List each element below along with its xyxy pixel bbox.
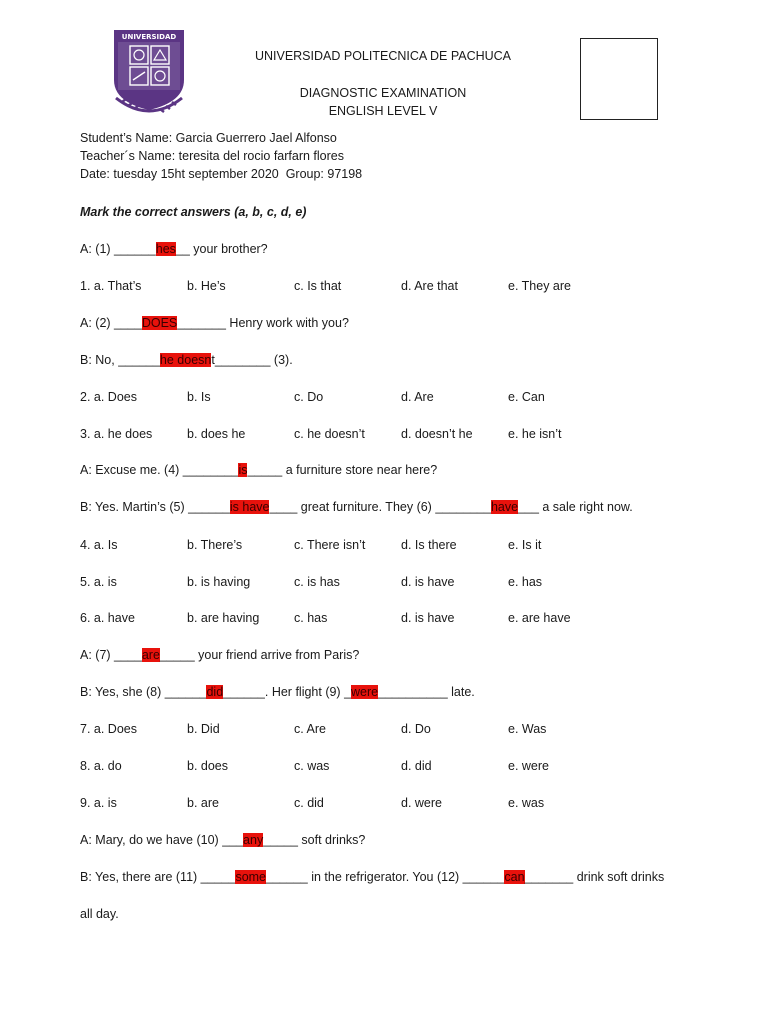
- answer-11: some: [235, 870, 267, 884]
- option: 4. a. Is: [80, 538, 118, 552]
- option: d. Do: [401, 722, 431, 736]
- option: d. were: [401, 796, 442, 810]
- option: c. was: [294, 759, 330, 773]
- option: e. Can: [508, 390, 545, 404]
- answer-7: are: [141, 648, 160, 662]
- option: b. does: [187, 759, 229, 773]
- option: e. has: [508, 575, 543, 589]
- university-title: UNIVERSIDAD POLITECNICA DE PACHUCA: [254, 49, 512, 63]
- option: d. doesn’t he: [401, 427, 473, 441]
- dialogue-line-1: A: (1) ______hes__ your brother?: [80, 242, 268, 256]
- answer-2: DOES: [141, 316, 178, 330]
- option: b. There’s: [187, 538, 243, 552]
- option: e. Was: [508, 722, 547, 736]
- answer-3: he doesn: [159, 353, 212, 367]
- exam-title: DIAGNOSTIC EXAMINATION: [299, 86, 467, 100]
- option: c. Is that: [294, 279, 342, 293]
- option: b. are: [187, 796, 219, 810]
- answer-5: is have: [229, 500, 270, 514]
- dialogue-line-6: A: (7) ____are_____ your friend arrive from Paris?: [80, 648, 360, 662]
- answer-10: any: [243, 833, 264, 847]
- answer-6: have: [490, 500, 519, 514]
- option: 2. a. Does: [80, 390, 137, 404]
- option: d. is have: [401, 611, 455, 625]
- option: e. was: [508, 796, 545, 810]
- option: 6. a. have: [80, 611, 135, 625]
- dialogue-line-5: B: Yes. Martin’s (5) ______is have____ great furniture. They (6) ________have___ a sale right now.: [80, 500, 633, 514]
- svg-text:UNIVERSIDAD: UNIVERSIDAD: [121, 33, 177, 41]
- option: d. Is there: [401, 538, 457, 552]
- teacher-name: Teacher´s Name: teresita del rocio farfarn flores: [80, 149, 344, 163]
- option: b. does he: [187, 427, 246, 441]
- option: b. Did: [187, 722, 220, 736]
- option: b. Is: [187, 390, 211, 404]
- option: b. are having: [187, 611, 260, 625]
- student-name: Student’s Name: Garcia Guerrero Jael Alfonso: [80, 131, 337, 145]
- level-title: ENGLISH LEVEL V: [328, 104, 438, 118]
- option: d. Are: [401, 390, 434, 404]
- option: d. did: [401, 759, 432, 773]
- option: d. Are that: [401, 279, 458, 293]
- option: c. he doesn’t: [294, 427, 365, 441]
- option: 9. a. is: [80, 796, 117, 810]
- option: c. Do: [294, 390, 324, 404]
- dialogue-line-8: A: Mary, do we have (10) ___any_____ soft drinks?: [80, 833, 366, 847]
- option: 8. a. do: [80, 759, 122, 773]
- dialogue-line-4: A: Excuse me. (4) ________is_____ a furniture store near here?: [80, 463, 438, 477]
- date-group: Date: tuesday 15ht september 2020 Group: 97198: [80, 167, 363, 181]
- option: 5. a. is: [80, 575, 117, 589]
- option: e. They are: [508, 279, 572, 293]
- option: e. he isn’t: [508, 427, 562, 441]
- option: 7. a. Does: [80, 722, 137, 736]
- dialogue-line-10: all day.: [80, 907, 119, 921]
- option: b. He’s: [187, 279, 226, 293]
- option: c. There isn’t: [294, 538, 366, 552]
- answer-12: can: [504, 870, 525, 884]
- option: c. is has: [294, 575, 340, 589]
- option: e. are have: [508, 611, 571, 625]
- option: d. is have: [401, 575, 455, 589]
- dialogue-line-2: A: (2) ____DOES_______ Henry work with you?: [80, 316, 349, 330]
- dialogue-line-7: B: Yes, she (8) ______did______. Her flight (9) _were__________ late.: [80, 685, 475, 699]
- option: c. Are: [294, 722, 326, 736]
- dialogue-line-9: B: Yes, there are (11) _____some______ in the refrigerator. You (12) ______can_______ drink soft drinks: [80, 870, 665, 884]
- dialogue-line-3: B: No, ______he doesnt________ (3).: [80, 353, 293, 367]
- option: c. did: [294, 796, 324, 810]
- option: b. is having: [187, 575, 251, 589]
- answer-1: hes: [155, 242, 176, 256]
- option: 1. a. That’s: [80, 279, 142, 293]
- option: c. has: [294, 611, 328, 625]
- option: 3. a. he does: [80, 427, 153, 441]
- option: e. Is it: [508, 538, 542, 552]
- answer-4: is: [238, 463, 248, 477]
- option: e. were: [508, 759, 549, 773]
- answer-8: did: [206, 685, 224, 699]
- instructions: Mark the correct answers (a, b, c, d, e): [80, 205, 307, 219]
- answer-9: were: [351, 685, 379, 699]
